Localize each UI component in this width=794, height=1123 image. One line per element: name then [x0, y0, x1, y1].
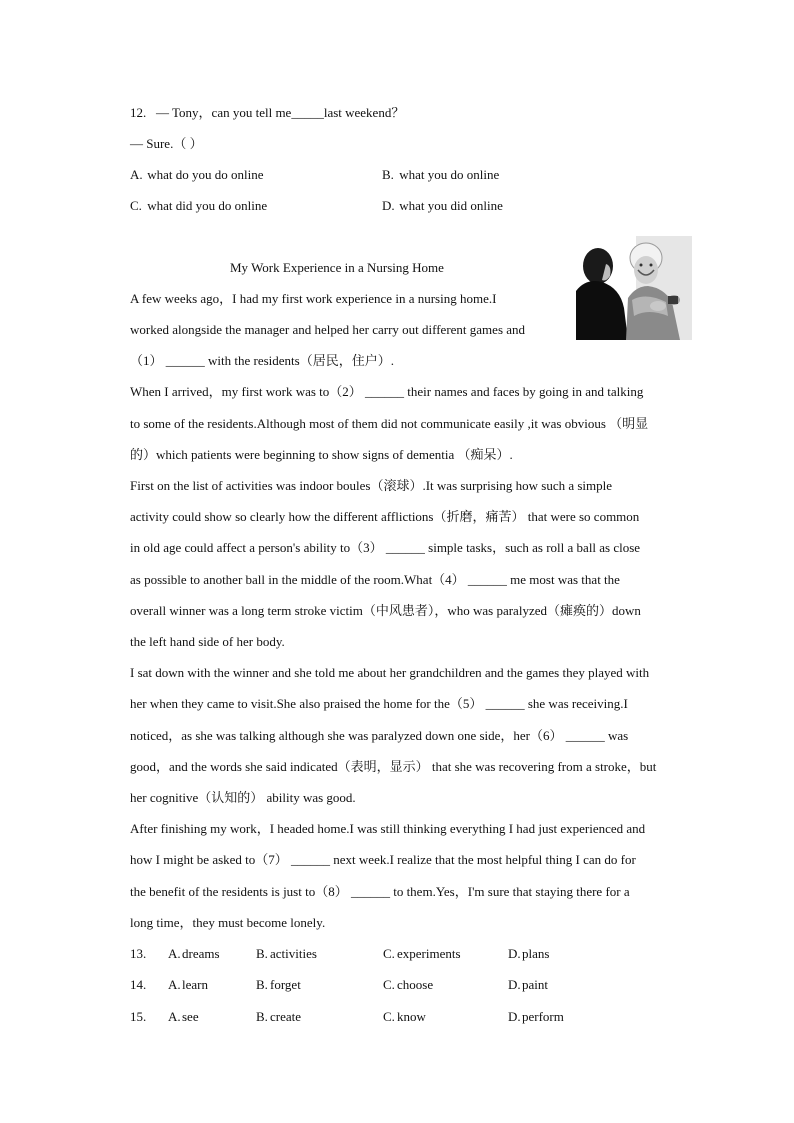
passage-line: her when they came to visit.She also praised the home for the（5） ______ she was receiving.I: [130, 696, 628, 711]
passage-line: After finishing my work，I headed home.I was still thinking everything I had just experienced and: [130, 821, 646, 836]
passage-line: noticed，as she was talking although she was paralyzed down one side，her（6） ______ was: [130, 728, 629, 743]
q12-option-b: B. what you do online: [382, 167, 500, 182]
option-a: A.see: [168, 1009, 199, 1024]
q12-stem: — Tony，can you tell me_____last weekend？: [156, 105, 405, 120]
passage-line: I sat down with the winner and she told me about her grandchildren and the games they played with: [130, 665, 650, 680]
passage-line: the left hand side of her body.: [130, 634, 285, 649]
passage-line: the benefit of the residents is just to（8） ______ to them.Yes，I'm sure that staying there for a: [130, 884, 630, 899]
passage-line: to some of the residents.Although most of them did not communicate easily ,it was obvious （明显: [130, 416, 649, 431]
passage-line: worked alongside the manager and helped her carry out different games and: [130, 322, 526, 337]
passage-line: A few weeks ago，I had my first work experience in a nursing home.I: [130, 291, 497, 306]
option-c: C. choose: [383, 977, 434, 992]
q12-number: 12.: [130, 105, 147, 120]
question-number: 14.: [130, 977, 147, 992]
option-b: B. create: [256, 1009, 302, 1024]
passage-line: good，and the words she said indicated（表明，显示） that she was recovering from a stroke，but: [130, 759, 657, 774]
q12-stem-line: [130, 104, 404, 122]
option-b: B. forget: [256, 977, 301, 992]
passage-line: （1） ______ with the residents（居民，住户）.: [130, 353, 394, 368]
option-d: D.paint: [508, 977, 548, 992]
passage-line: her cognitive（认知的） ability was good.: [130, 790, 356, 805]
option-a: A.learn: [168, 977, 208, 992]
q12-option-d: D. what you did online: [382, 198, 503, 213]
nursing-home-photo: [576, 236, 692, 340]
option-b: B. activities: [256, 946, 317, 961]
q12-option-a: A. what do you do online: [130, 167, 264, 182]
passage-line: 的）which patients were beginning to show signs of dementia （痴呆）.: [130, 447, 513, 462]
q12-option-c: C. what did you do online: [130, 198, 268, 213]
option-a: A.dreams: [168, 946, 220, 961]
passage-title: My Work Experience in a Nursing Home: [230, 260, 444, 275]
option-d: D.plans: [508, 946, 550, 961]
option-d: D.perform: [508, 1009, 564, 1024]
question-number: 13.: [130, 946, 147, 961]
passage-line: overall winner was a long term stroke victim（中风患者），who was paralyzed（瘫痪的）down: [130, 603, 641, 618]
passage-line: First on the list of activities was indoor boules（滚球）.It was surprising how such a simple: [130, 478, 613, 493]
passage-line: how I might be asked to（7） ______ next week.I realize that the most helpful thing I can do for: [130, 852, 636, 867]
passage-line: as possible to another ball in the middle of the room.What（4） ______ me most was that the: [130, 572, 620, 587]
passage-line: in old age could affect a person's ability to（3） ______ simple tasks，such as roll a ball as close: [130, 540, 641, 555]
q12-reply: — Sure.（ ）: [130, 136, 203, 151]
option-c: C. know: [383, 1009, 426, 1024]
passage-line: long time，they must become lonely.: [130, 915, 326, 930]
passage-line: activity could show so clearly how the different afflictions（折磨，痛苦） that were so common: [130, 509, 640, 524]
question-number: 15.: [130, 1009, 147, 1024]
option-c: C. experiments: [383, 946, 461, 961]
passage-line: When I arrived，my first work was to（2） ______ their names and faces by going in and talking: [130, 384, 644, 399]
